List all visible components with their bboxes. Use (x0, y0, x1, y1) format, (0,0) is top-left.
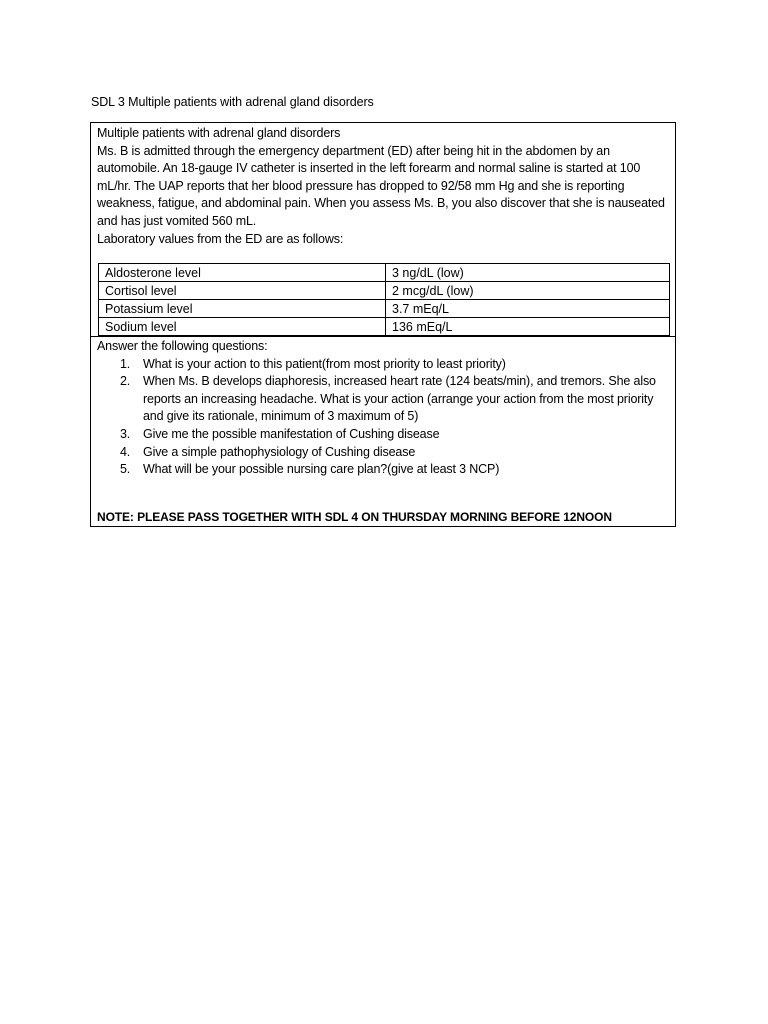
lab-name-cell: Aldosterone level (99, 264, 386, 282)
lab-intro: Laboratory values from the ED are as follows: (97, 231, 344, 246)
lab-name-cell: Cortisol level (99, 282, 386, 300)
questions-section (97, 338, 669, 479)
case-description (97, 125, 669, 248)
question-number: 1. (120, 356, 131, 371)
lab-value-cell: 2 mcg/dL (low) (386, 282, 670, 300)
question-text: When Ms. B develops diaphoresis, increased heart rate (124 beats/min), and tremors. She also reports an increasing headache. What is your action (arrange your action from the most priority and give its rationale, minimum of 3 maximum of 5) (143, 374, 656, 424)
table-row (99, 318, 670, 336)
lab-value-cell: 3 ng/dL (low) (386, 264, 670, 282)
list-item (97, 444, 669, 462)
submission-note: NOTE: PLEASE PASS TOGETHER WITH SDL 4 ON THURSDAY MORNING BEFORE 12NOON (97, 510, 612, 524)
list-item (97, 426, 669, 444)
question-text: Give a simple pathophysiology of Cushing disease (143, 444, 416, 459)
table-row (99, 300, 670, 318)
questions-intro: Answer the following questions: (97, 339, 268, 353)
lab-name-cell: Potassium level (99, 300, 386, 318)
lab-values-table (98, 263, 670, 336)
question-number: 5. (120, 462, 131, 477)
question-text: Give me the possible manifestation of Cushing disease (143, 426, 440, 441)
list-item (97, 461, 669, 479)
question-number: 3. (120, 426, 131, 441)
question-text: What is your action to this patient(from most priority to least priority) (143, 356, 506, 371)
case-heading: Multiple patients with adrenal gland disorders (97, 126, 341, 140)
lab-value-cell: 3.7 mEq/L (386, 300, 670, 318)
section-divider (91, 336, 675, 337)
question-number: 2. (120, 374, 131, 389)
question-text: What will be your possible nursing care plan?(give at least 3 NCP) (143, 462, 500, 477)
table-row (99, 264, 670, 282)
list-item (97, 356, 669, 374)
question-number: 4. (120, 444, 131, 459)
table-row (99, 282, 670, 300)
case-paragraph: Ms. B is admitted through the emergency department (ED) after being hit in the abdomen by an automobile. An 18-gauge IV catheter is inserted in the left forearm and normal saline is started at 100 mL/hr. The UAP reports that her blood pressure has dropped to 92/58 mm Hg and she is reporting weakness, fatigue, and abdominal pain. When you assess Ms. B, you also discover that she is nauseated and has just vomited 560 mL. (97, 143, 665, 228)
case-study-box (90, 122, 676, 527)
list-item (97, 373, 669, 426)
document-title: SDL 3 Multiple patients with adrenal gland disorders (91, 95, 374, 109)
questions-list (97, 356, 669, 479)
lab-name-cell: Sodium level (99, 318, 386, 336)
lab-value-cell: 136 mEq/L (386, 318, 670, 336)
